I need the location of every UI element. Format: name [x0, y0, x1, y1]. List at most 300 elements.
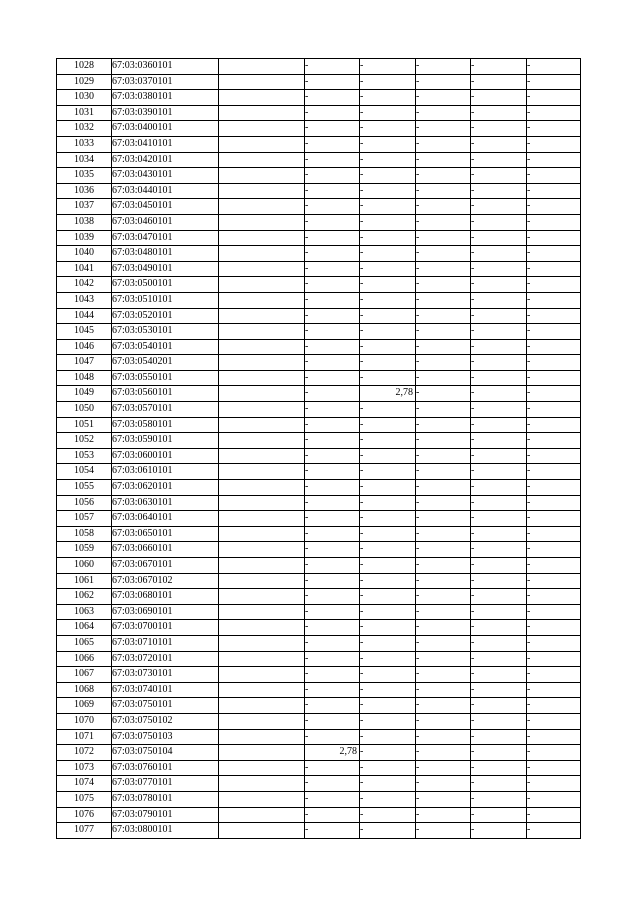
value-cell-1: -: [305, 74, 360, 90]
value-cell-4: -: [471, 339, 527, 355]
value-cell-1: -: [305, 199, 360, 215]
value-cell-3: -: [416, 635, 471, 651]
value-cell-3: -: [416, 558, 471, 574]
cadastral-code-cell: 67:03:0380101: [112, 90, 219, 106]
value-cell-5: -: [527, 558, 581, 574]
value-cell-2: -: [360, 682, 416, 698]
value-cell-2: -: [360, 776, 416, 792]
value-cell-2: -: [360, 370, 416, 386]
value-cell-1: -: [305, 713, 360, 729]
value-cell-5: -: [527, 682, 581, 698]
value-cell-2: -: [360, 729, 416, 745]
row-number-cell: 1044: [57, 308, 112, 324]
value-cell-3: -: [416, 121, 471, 137]
table-row: [57, 292, 581, 308]
blank-cell: [219, 823, 305, 839]
cadastral-code-cell: 67:03:0800101: [112, 823, 219, 839]
value-cell-2: -: [360, 246, 416, 262]
value-cell-4: -: [471, 823, 527, 839]
row-number-cell: 1059: [57, 542, 112, 558]
row-number-cell: 1034: [57, 152, 112, 168]
value-cell-5: -: [527, 402, 581, 418]
value-cell-4: -: [471, 324, 527, 340]
value-cell-4: -: [471, 448, 527, 464]
value-cell-3: -: [416, 511, 471, 527]
value-cell-3: -: [416, 729, 471, 745]
row-number-cell: 1032: [57, 121, 112, 137]
value-cell-4: -: [471, 121, 527, 137]
data-table: [56, 58, 581, 839]
value-cell-2: -: [360, 698, 416, 714]
value-cell-3: -: [416, 776, 471, 792]
value-cell-5: -: [527, 308, 581, 324]
value-cell-3: -: [416, 386, 471, 402]
table-row: [57, 183, 581, 199]
value-cell-2: -: [360, 667, 416, 683]
value-cell-1: -: [305, 698, 360, 714]
value-cell-1: -: [305, 807, 360, 823]
value-cell-3: -: [416, 105, 471, 121]
value-cell-5: -: [527, 355, 581, 371]
blank-cell: [219, 152, 305, 168]
value-cell-4: -: [471, 464, 527, 480]
table-row: [57, 589, 581, 605]
value-cell-4: -: [471, 136, 527, 152]
value-cell-2: -: [360, 651, 416, 667]
value-cell-5: -: [527, 168, 581, 184]
value-cell-2: -: [360, 105, 416, 121]
row-number-cell: 1036: [57, 183, 112, 199]
value-cell-5: -: [527, 292, 581, 308]
row-number-cell: 1066: [57, 651, 112, 667]
value-cell-3: -: [416, 261, 471, 277]
value-cell-5: -: [527, 464, 581, 480]
value-cell-5: -: [527, 604, 581, 620]
value-cell-4: -: [471, 760, 527, 776]
row-number-cell: 1048: [57, 370, 112, 386]
value-cell-1: -: [305, 511, 360, 527]
table-row: [57, 370, 581, 386]
value-cell-4: -: [471, 526, 527, 542]
cadastral-code-cell: 67:03:0460101: [112, 214, 219, 230]
table-row: [57, 168, 581, 184]
row-number-cell: 1053: [57, 448, 112, 464]
row-number-cell: 1064: [57, 620, 112, 636]
value-cell-5: -: [527, 230, 581, 246]
value-cell-5: -: [527, 339, 581, 355]
blank-cell: [219, 370, 305, 386]
value-cell-1: -: [305, 386, 360, 402]
value-cell-1: -: [305, 339, 360, 355]
blank-cell: [219, 308, 305, 324]
blank-cell: [219, 339, 305, 355]
blank-cell: [219, 480, 305, 496]
cadastral-code-cell: 67:03:0640101: [112, 511, 219, 527]
blank-cell: [219, 573, 305, 589]
value-cell-5: -: [527, 370, 581, 386]
cadastral-code-cell: 67:03:0400101: [112, 121, 219, 137]
value-cell-2: -: [360, 635, 416, 651]
value-cell-5: -: [527, 620, 581, 636]
table-row: [57, 308, 581, 324]
row-number-cell: 1052: [57, 433, 112, 449]
table-row: [57, 635, 581, 651]
table-row: [57, 277, 581, 293]
value-cell-2: -: [360, 823, 416, 839]
value-cell-4: -: [471, 292, 527, 308]
value-cell-2: -: [360, 807, 416, 823]
value-cell-3: -: [416, 651, 471, 667]
value-cell-3: -: [416, 807, 471, 823]
value-cell-3: -: [416, 59, 471, 75]
value-cell-5: -: [527, 776, 581, 792]
value-cell-3: -: [416, 183, 471, 199]
table-row: [57, 386, 581, 402]
value-cell-1: -: [305, 121, 360, 137]
table-row: [57, 214, 581, 230]
row-number-cell: 1028: [57, 59, 112, 75]
blank-cell: [219, 433, 305, 449]
cadastral-code-cell: 67:03:0650101: [112, 526, 219, 542]
blank-cell: [219, 90, 305, 106]
value-cell-5: -: [527, 59, 581, 75]
value-cell-1: -: [305, 214, 360, 230]
blank-cell: [219, 74, 305, 90]
table-row: [57, 448, 581, 464]
value-cell-5: -: [527, 713, 581, 729]
value-cell-1: -: [305, 776, 360, 792]
value-cell-4: -: [471, 791, 527, 807]
value-cell-1: -: [305, 604, 360, 620]
row-number-cell: 1041: [57, 261, 112, 277]
value-cell-4: -: [471, 667, 527, 683]
cadastral-code-cell: 67:03:0580101: [112, 417, 219, 433]
cadastral-code-cell: 67:03:0470101: [112, 230, 219, 246]
table-row: [57, 59, 581, 75]
value-cell-5: -: [527, 667, 581, 683]
value-cell-2: -: [360, 339, 416, 355]
cadastral-code-cell: 67:03:0510101: [112, 292, 219, 308]
value-cell-5: -: [527, 480, 581, 496]
value-cell-1: -: [305, 152, 360, 168]
value-cell-1: -: [305, 168, 360, 184]
table-row: [57, 682, 581, 698]
cadastral-code-cell: 67:03:0780101: [112, 791, 219, 807]
value-cell-3: -: [416, 308, 471, 324]
blank-cell: [219, 214, 305, 230]
table-row: [57, 199, 581, 215]
value-cell-2: -: [360, 199, 416, 215]
cadastral-code-cell: 67:03:0750101: [112, 698, 219, 714]
value-cell-1: -: [305, 558, 360, 574]
value-cell-2: -: [360, 277, 416, 293]
table-row: [57, 791, 581, 807]
value-cell-1: -: [305, 370, 360, 386]
blank-cell: [219, 667, 305, 683]
value-cell-2: -: [360, 448, 416, 464]
table-row: [57, 417, 581, 433]
value-cell-5: -: [527, 74, 581, 90]
value-cell-1: -: [305, 136, 360, 152]
value-cell-4: -: [471, 386, 527, 402]
value-cell-1: -: [305, 324, 360, 340]
cadastral-code-cell: 67:03:0670102: [112, 573, 219, 589]
cadastral-code-cell: 67:03:0690101: [112, 604, 219, 620]
cadastral-code-cell: 67:03:0420101: [112, 152, 219, 168]
value-cell-4: -: [471, 589, 527, 605]
value-cell-1: -: [305, 495, 360, 511]
value-cell-4: -: [471, 261, 527, 277]
table-row: [57, 105, 581, 121]
value-cell-1: -: [305, 651, 360, 667]
cadastral-code-cell: 67:03:0630101: [112, 495, 219, 511]
blank-cell: [219, 292, 305, 308]
blank-cell: [219, 760, 305, 776]
value-cell-5: -: [527, 635, 581, 651]
value-cell-3: -: [416, 74, 471, 90]
value-cell-4: -: [471, 480, 527, 496]
value-cell-2: -: [360, 745, 416, 761]
value-cell-3: -: [416, 214, 471, 230]
value-cell-4: -: [471, 199, 527, 215]
value-cell-5: -: [527, 495, 581, 511]
value-cell-1: -: [305, 59, 360, 75]
blank-cell: [219, 121, 305, 137]
value-cell-2: -: [360, 183, 416, 199]
row-number-cell: 1039: [57, 230, 112, 246]
cadastral-code-cell: 67:03:0550101: [112, 370, 219, 386]
cadastral-code-cell: 67:03:0480101: [112, 246, 219, 262]
value-cell-3: -: [416, 713, 471, 729]
cadastral-code-cell: 67:03:0770101: [112, 776, 219, 792]
value-cell-3: -: [416, 480, 471, 496]
value-cell-3: -: [416, 667, 471, 683]
value-cell-3: -: [416, 152, 471, 168]
value-cell-5: -: [527, 573, 581, 589]
value-cell-4: -: [471, 152, 527, 168]
value-cell-3: -: [416, 604, 471, 620]
cadastral-code-cell: 67:03:0570101: [112, 402, 219, 418]
row-number-cell: 1067: [57, 667, 112, 683]
value-cell-2: -: [360, 495, 416, 511]
value-cell-2: -: [360, 433, 416, 449]
table-row: [57, 807, 581, 823]
row-number-cell: 1042: [57, 277, 112, 293]
value-cell-5: -: [527, 90, 581, 106]
value-cell-1: -: [305, 261, 360, 277]
value-cell-1: 2,78: [305, 745, 360, 761]
value-cell-1: -: [305, 589, 360, 605]
row-number-cell: 1054: [57, 464, 112, 480]
cadastral-code-cell: 67:03:0760101: [112, 760, 219, 776]
value-cell-3: -: [416, 199, 471, 215]
value-cell-1: -: [305, 230, 360, 246]
value-cell-1: -: [305, 526, 360, 542]
blank-cell: [219, 729, 305, 745]
row-number-cell: 1062: [57, 589, 112, 605]
row-number-cell: 1050: [57, 402, 112, 418]
row-number-cell: 1077: [57, 823, 112, 839]
value-cell-1: -: [305, 183, 360, 199]
value-cell-1: -: [305, 246, 360, 262]
value-cell-1: -: [305, 480, 360, 496]
cadastral-code-cell: 67:03:0370101: [112, 74, 219, 90]
value-cell-2: -: [360, 230, 416, 246]
value-cell-2: -: [360, 760, 416, 776]
value-cell-3: -: [416, 682, 471, 698]
table-row: [57, 698, 581, 714]
value-cell-1: -: [305, 292, 360, 308]
value-cell-3: -: [416, 355, 471, 371]
value-cell-2: -: [360, 417, 416, 433]
value-cell-2: -: [360, 136, 416, 152]
row-number-cell: 1069: [57, 698, 112, 714]
row-number-cell: 1031: [57, 105, 112, 121]
cadastral-code-cell: 67:03:0610101: [112, 464, 219, 480]
value-cell-5: -: [527, 183, 581, 199]
cadastral-code-cell: 67:03:0390101: [112, 105, 219, 121]
value-cell-4: -: [471, 370, 527, 386]
row-number-cell: 1071: [57, 729, 112, 745]
row-number-cell: 1040: [57, 246, 112, 262]
value-cell-5: -: [527, 121, 581, 137]
blank-cell: [219, 355, 305, 371]
cadastral-code-cell: 67:03:0750103: [112, 729, 219, 745]
cadastral-code-cell: 67:03:0530101: [112, 324, 219, 340]
value-cell-2: -: [360, 355, 416, 371]
value-cell-5: -: [527, 745, 581, 761]
value-cell-1: -: [305, 682, 360, 698]
cadastral-code-cell: 67:03:0410101: [112, 136, 219, 152]
table-row: [57, 573, 581, 589]
value-cell-4: -: [471, 776, 527, 792]
row-number-cell: 1058: [57, 526, 112, 542]
table-row: [57, 620, 581, 636]
row-number-cell: 1045: [57, 324, 112, 340]
value-cell-2: -: [360, 59, 416, 75]
row-number-cell: 1043: [57, 292, 112, 308]
value-cell-2: -: [360, 168, 416, 184]
value-cell-5: -: [527, 277, 581, 293]
blank-cell: [219, 277, 305, 293]
row-number-cell: 1047: [57, 355, 112, 371]
value-cell-5: -: [527, 729, 581, 745]
value-cell-1: -: [305, 277, 360, 293]
value-cell-4: -: [471, 558, 527, 574]
value-cell-3: -: [416, 402, 471, 418]
blank-cell: [219, 386, 305, 402]
value-cell-4: -: [471, 90, 527, 106]
table-row: [57, 74, 581, 90]
value-cell-1: -: [305, 620, 360, 636]
value-cell-2: -: [360, 589, 416, 605]
cadastral-code-cell: 67:03:0720101: [112, 651, 219, 667]
blank-cell: [219, 698, 305, 714]
blank-cell: [219, 59, 305, 75]
value-cell-5: -: [527, 698, 581, 714]
row-number-cell: 1074: [57, 776, 112, 792]
value-cell-4: -: [471, 230, 527, 246]
cadastral-code-cell: 67:03:0700101: [112, 620, 219, 636]
value-cell-3: -: [416, 573, 471, 589]
cadastral-code-cell: 67:03:0520101: [112, 308, 219, 324]
value-cell-2: -: [360, 292, 416, 308]
value-cell-1: -: [305, 729, 360, 745]
blank-cell: [219, 713, 305, 729]
value-cell-1: -: [305, 448, 360, 464]
value-cell-1: -: [305, 402, 360, 418]
table-row: [57, 542, 581, 558]
table-row: [57, 729, 581, 745]
value-cell-5: -: [527, 589, 581, 605]
value-cell-3: -: [416, 324, 471, 340]
cadastral-code-cell: 67:03:0360101: [112, 59, 219, 75]
blank-cell: [219, 230, 305, 246]
row-number-cell: 1070: [57, 713, 112, 729]
table-row: [57, 324, 581, 340]
value-cell-4: -: [471, 511, 527, 527]
table-row: [57, 464, 581, 480]
value-cell-3: -: [416, 417, 471, 433]
value-cell-2: -: [360, 573, 416, 589]
cadastral-code-cell: 67:03:0490101: [112, 261, 219, 277]
table-row: [57, 121, 581, 137]
value-cell-1: -: [305, 823, 360, 839]
value-cell-4: -: [471, 542, 527, 558]
blank-cell: [219, 682, 305, 698]
value-cell-4: -: [471, 698, 527, 714]
value-cell-3: -: [416, 526, 471, 542]
value-cell-1: -: [305, 635, 360, 651]
row-number-cell: 1029: [57, 74, 112, 90]
blank-cell: [219, 105, 305, 121]
value-cell-3: -: [416, 168, 471, 184]
blank-cell: [219, 417, 305, 433]
row-number-cell: 1073: [57, 760, 112, 776]
value-cell-1: -: [305, 791, 360, 807]
blank-cell: [219, 791, 305, 807]
value-cell-1: -: [305, 308, 360, 324]
value-cell-3: -: [416, 542, 471, 558]
value-cell-4: -: [471, 355, 527, 371]
value-cell-4: -: [471, 807, 527, 823]
row-number-cell: 1060: [57, 558, 112, 574]
value-cell-3: -: [416, 433, 471, 449]
value-cell-4: -: [471, 620, 527, 636]
value-cell-3: -: [416, 589, 471, 605]
value-cell-2: -: [360, 121, 416, 137]
value-cell-5: -: [527, 136, 581, 152]
table-row: [57, 355, 581, 371]
value-cell-1: -: [305, 90, 360, 106]
value-cell-1: -: [305, 464, 360, 480]
row-number-cell: 1030: [57, 90, 112, 106]
blank-cell: [219, 136, 305, 152]
cadastral-code-cell: 67:03:0540101: [112, 339, 219, 355]
row-number-cell: 1033: [57, 136, 112, 152]
table-row: [57, 246, 581, 262]
table-row: [57, 760, 581, 776]
row-number-cell: 1055: [57, 480, 112, 496]
value-cell-2: -: [360, 791, 416, 807]
blank-cell: [219, 589, 305, 605]
value-cell-4: -: [471, 417, 527, 433]
value-cell-5: -: [527, 807, 581, 823]
value-cell-5: -: [527, 246, 581, 262]
blank-cell: [219, 635, 305, 651]
blank-cell: [219, 526, 305, 542]
value-cell-2: -: [360, 90, 416, 106]
